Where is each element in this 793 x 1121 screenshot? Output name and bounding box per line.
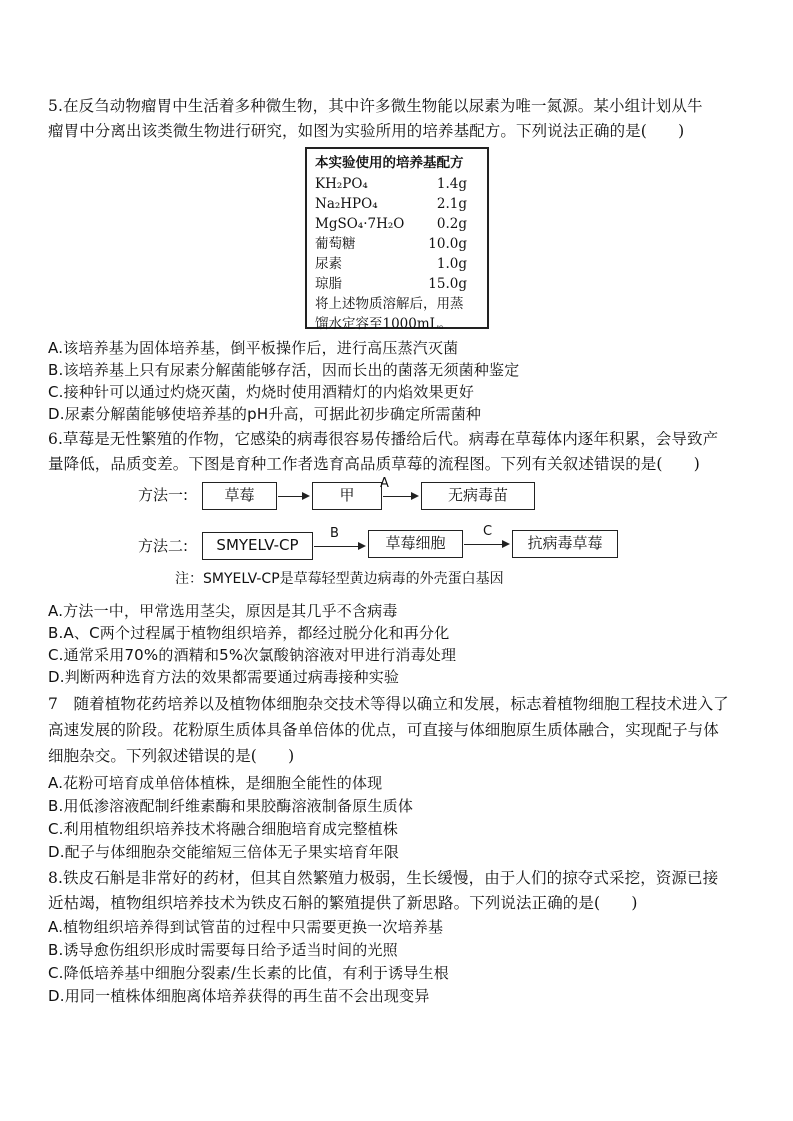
recipe-item-name: 葡萄糖 — [315, 236, 356, 252]
recipe-item-name: MgSO₄·7H₂O — [315, 216, 405, 232]
method2-label: 方法二: — [138, 537, 189, 555]
q6-stem-line1: 6.草莓是无性繁殖的作物，它感染的病毒很容易传播给后代。病毒在草莓体内逐年积累，会导致产 — [48, 430, 719, 448]
method2-box-cells: 草莓细胞 — [368, 530, 463, 558]
diagram-note: 注：SMYELV-CP是草莓轻型黄边病毒的外壳蛋白基因 — [175, 571, 504, 587]
recipe-row — [315, 274, 481, 294]
q5-option-a: A.该培养基为固体培养基，倒平板操作后，进行高压蒸汽灭菌 — [48, 339, 459, 357]
q6-option-c: C.通常采用70%的酒精和5%次氯酸钠溶液对甲进行消毒处理 — [48, 646, 457, 664]
recipe-item-amount: 10.0g — [428, 236, 467, 252]
q5-option-d: D.尿素分解菌能够使培养基的pH升高，可据此初步确定所需菌种 — [48, 405, 482, 423]
recipe-row — [315, 174, 481, 194]
recipe-row — [315, 214, 481, 234]
recipe-row — [315, 234, 481, 254]
recipe-row — [315, 254, 481, 274]
q7-option-d: D.配子与体细胞杂交能缩短三倍体无子果实培育年限 — [48, 843, 400, 861]
q5-option-b: B.该培养基上只有尿素分解菌能够存活，因而长出的菌落无须菌种鉴定 — [48, 361, 520, 379]
method1-box-virus-free: 无病毒苗 — [421, 482, 535, 510]
method1-arrow2 — [383, 496, 417, 497]
q7-option-c: C.利用植物组织培养技术将融合细胞培育成完整植株 — [48, 820, 399, 838]
recipe-title: 本实验使用的培养基配方 — [315, 155, 464, 171]
recipe-item-name: KH₂PO₄ — [315, 176, 368, 192]
recipe-item-name: Na₂HPO₄ — [315, 196, 378, 212]
recipe-row — [315, 194, 481, 214]
recipe-note-line2: 馏水定容至1000mL。 — [315, 316, 453, 332]
method2-arrow2 — [464, 544, 508, 545]
method1-arrow-label-a: A — [380, 476, 389, 491]
q7-stem-line3: 细胞杂交。下列叙述错误的是( ) — [48, 747, 295, 765]
recipe-item-name: 尿素 — [315, 256, 342, 272]
q6-option-a: A.方法一中，甲常选用茎尖，原因是其几乎不含病毒 — [48, 602, 398, 620]
q5-stem-line1: 5.在反刍动物瘤胃中生活着多种微生物，其中许多微生物能以尿素为唯一氮源。某小组计划从牛 — [48, 97, 703, 115]
q8-option-b: B.诱导愈伤组织形成时需要每日给予适当时间的光照 — [48, 941, 398, 959]
q8-option-d: D.用同一植株体细胞离体培养获得的再生苗不会出现变异 — [48, 987, 430, 1005]
q6-option-b: B.A、C两个过程属于植物组织培养，都经过脱分化和再分化 — [48, 624, 450, 642]
recipe-item-amount: 1.0g — [436, 256, 467, 272]
q7-stem-line1: 7 随着植物花药培养以及植物体细胞杂交技术等得以确立和发展，标志着植物细胞工程技术进入了 — [48, 695, 729, 713]
recipe-note-line1: 将上述物质溶解后，用蒸 — [315, 296, 464, 312]
q8-option-a: A.植物组织培养得到试管苗的过程中只需要更换一次培养基 — [48, 918, 444, 936]
recipe-item-amount: 1.4g — [436, 176, 467, 192]
method2-arrow-label-c: C — [483, 524, 493, 539]
q7-stem-line2: 高速发展的阶段。花粉原生质体具备单倍体的优点，可直接与体细胞原生质体融合，实现配子与体 — [48, 721, 719, 739]
method2-arrow1 — [314, 546, 364, 547]
recipe-item-amount: 2.1g — [436, 196, 467, 212]
q5-stem-line2: 瘤胃中分离出该类微生物进行研究，如图为实验所用的培养基配方。下列说法正确的是( ) — [48, 122, 685, 140]
method1-arrow1 — [278, 496, 308, 497]
q7-option-a: A.花粉可培育成单倍体植株，是细胞全能性的体现 — [48, 774, 383, 792]
method2-arrow-label-b: B — [330, 526, 339, 541]
recipe-box — [305, 147, 489, 332]
method2-box-resistant: 抗病毒草莓 — [512, 530, 618, 558]
recipe-item-amount: 15.0g — [428, 276, 467, 292]
q6-option-d: D.判断两种选育方法的效果都需要通过病毒接种实验 — [48, 668, 400, 686]
q8-option-c: C.降低培养基中细胞分裂素/生长素的比值，有利于诱导生根 — [48, 964, 449, 982]
q8-stem-line1: 8.铁皮石斛是非常好的药材，但其自然繁殖力极弱，生长缓慢，由于人们的掠夺式采挖，资源已接 — [48, 869, 719, 887]
q5-option-c: C.接种针可以通过灼烧灭菌，灼烧时使用酒精灯的内焰效果更好 — [48, 383, 475, 401]
q6-stem-line2: 量降低，品质变差。下图是育种工作者选育高品质草莓的流程图。下列有关叙述错误的是( ) — [48, 455, 700, 473]
method1-label: 方法一: — [138, 486, 189, 504]
q8-stem-line2: 近枯竭，植物组织培养技术为铁皮石斛的繁殖提供了新思路。下列说法正确的是( ) — [48, 894, 638, 912]
recipe-item-amount: 0.2g — [436, 216, 467, 232]
q7-option-b: B.用低渗溶液配制纤维素酶和果胶酶溶液制备原生质体 — [48, 797, 414, 815]
method2-box-gene: SMYELV-CP — [202, 532, 313, 560]
recipe-item-name: 琼脂 — [315, 276, 342, 292]
method1-box-jia: 甲 — [312, 482, 382, 510]
method1-box-strawberry: 草莓 — [202, 482, 277, 510]
